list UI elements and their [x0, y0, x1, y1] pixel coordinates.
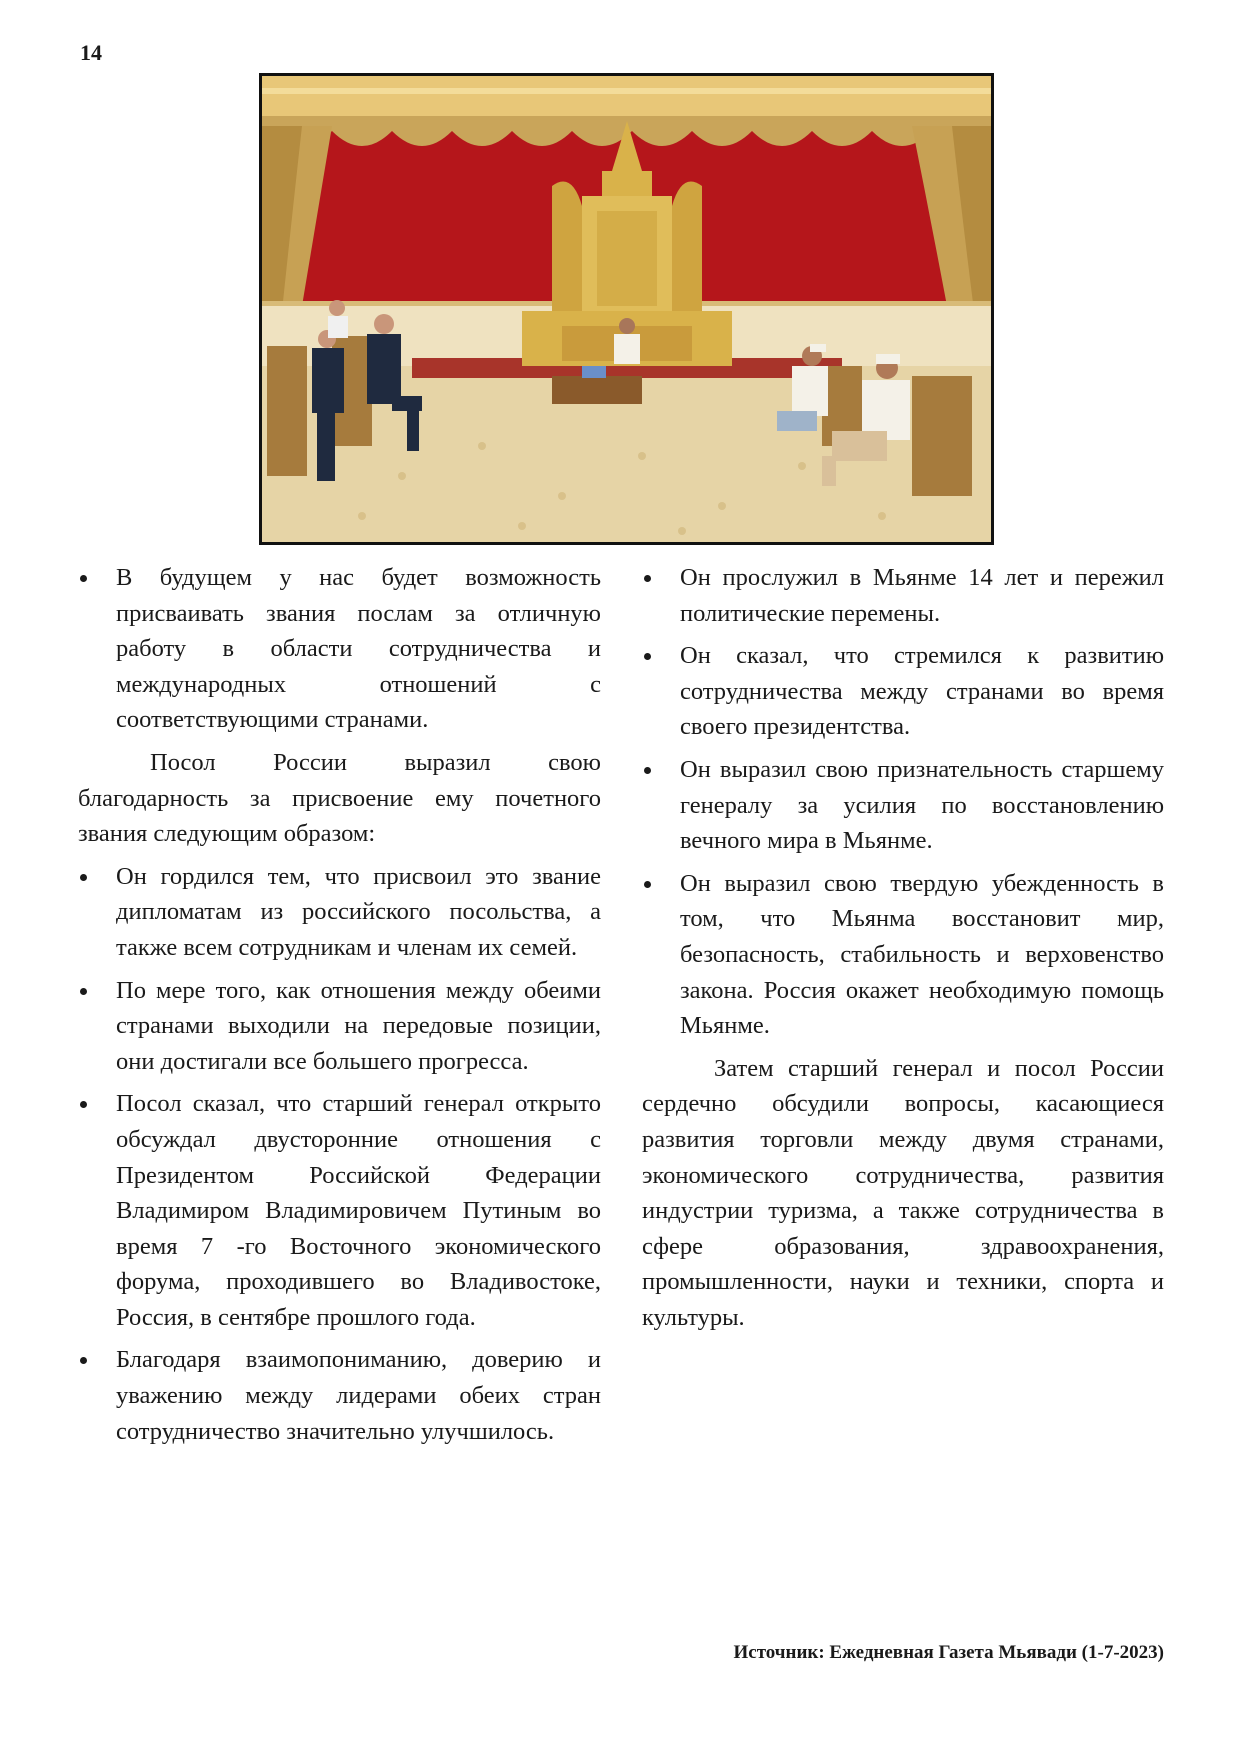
- right-bullet-list: [642, 560, 1164, 1044]
- audience-hall-photo: [259, 73, 994, 545]
- list-item: Посол сказал, что старший генерал открыто обсуждал двусторонние отношения с Президентом Российской Федерации Владимиром Владимировичем Путиным во время 7 -го Восточного экономического форума, проходившего во Владивостоке, Россия, в сентябре прошлого года.: [78, 1086, 601, 1335]
- list-item: Он гордился тем, что присвоил это звание дипломатам из российского посольства, а также всем сотрудникам и членам их семей.: [78, 859, 601, 966]
- left-bullet-list-bottom: [78, 859, 601, 1450]
- page-number: 14: [80, 40, 102, 65]
- body-paragraph: Затем старший генерал и посол России сердечно обсудили вопросы, касающиеся развития торговли между двумя странами, экономического сотрудничества, развития индустрии туризма, а также сотрудничества в сфере образования, здравоохранения, промышленности, науки и техники, спорта и культуры.: [642, 1054, 1164, 1331]
- list-item: Он прослужил в Мьянме 14 лет и пережил политические перемены.: [642, 560, 1164, 631]
- list-item: В будущем у нас будет возможность присваивать звания послам за отличную работу в области сотрудничества и международных отношений с соответствующими странами.: [78, 560, 601, 738]
- list-item: Благодаря взаимопониманию, доверию и уважению между лидерами обеих стран сотрудничество значительно улучшилось.: [78, 1342, 601, 1449]
- left-bullet-list-top: [78, 560, 601, 738]
- right-column: [642, 560, 1164, 1342]
- list-item: Он сказал, что стремился к развитию сотрудничества между странами во время своего президентства.: [642, 638, 1164, 745]
- body-paragraph: Посол России выразил свою благодарность за присвоение ему почетного звания следующим образом:: [78, 748, 601, 848]
- left-column: [78, 560, 601, 1456]
- list-item: Он выразил свою признательность старшему генералу за усилия по восстановлению вечного мира в Мьянме.: [642, 752, 1164, 859]
- list-item: По мере того, как отношения между обеими странами выходили на передовые позиции, они достигали все большего прогресса.: [78, 973, 601, 1080]
- ceiling: [262, 76, 991, 116]
- photo-illustration: [262, 76, 991, 542]
- source-credit: Источник: Ежедневная Газета Мьявади (1-7-2023): [733, 1642, 1164, 1663]
- list-item: Он выразил свою твердую убежденность в том, что Мьянма восстановит мир, безопасность, стабильность и верховенство закона. Россия окажет необходимую помощь Мьянме.: [642, 866, 1164, 1044]
- low-table: [552, 376, 642, 404]
